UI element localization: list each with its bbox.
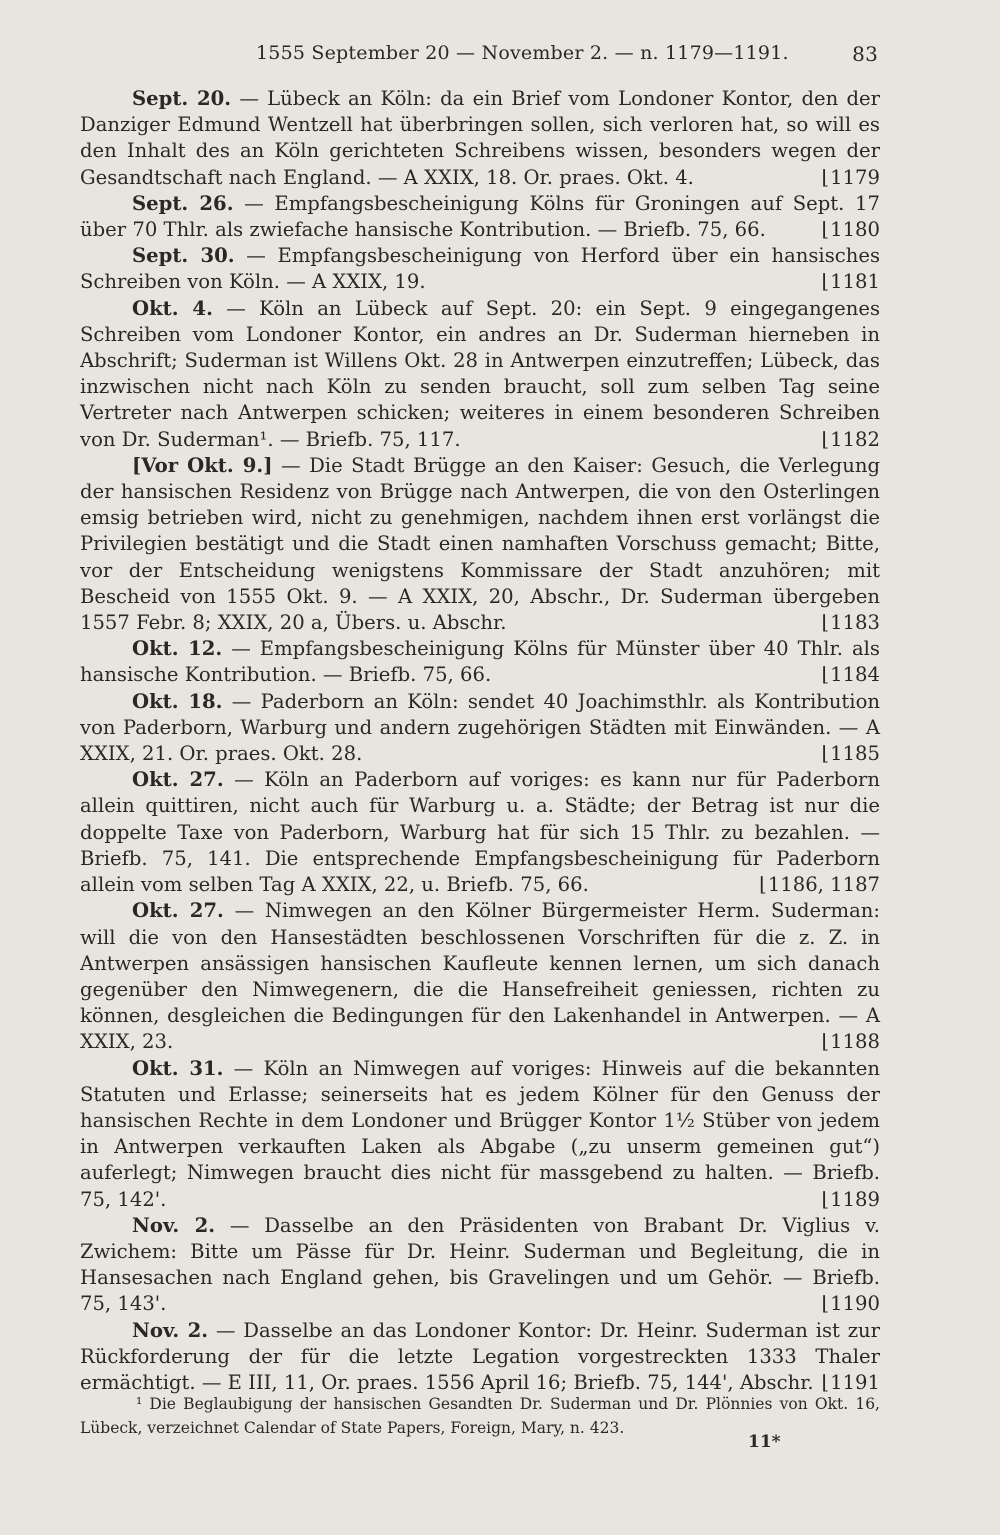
regest-entries — [80, 86, 880, 1396]
regest-entry — [80, 1213, 880, 1318]
entry-date: Sept. 30. — [132, 244, 235, 268]
regest-entry — [80, 191, 880, 243]
entry-number: ⌊ 1190 — [821, 1291, 880, 1317]
entry-text: — Lübeck an Köln: da ein Brief vom Londoner Kontor, den der Danziger Edmund Wentzell hat überbringen sollen, sich verloren hat, so will es den Inhalt des an Köln gerichteten Schreibens wissen, besonders wegen der Gesandtschaft nach England. — A XXIX, 18. Or. praes. Okt. 4. — [80, 87, 880, 189]
running-title: 1555 September 20 — November 2. — n. 1179—1191. — [256, 42, 789, 64]
entry-text: — Die Stadt Brügge an den Kaiser: Gesuch, die Verlegung der hansischen Residenz von Brügge nach Antwerpen, die von den Osterlingen emsig betrieben wird, nicht zu genehmigen, nachdem ihnen erst vorlängst die Privilegien bestätigt und die Stadt einen namhaften Vorschuss gemacht; Bitte, vor der Entscheidung wenigstens Kommissare der Stadt anzuhören; mit Bescheid von 1555 Okt. 9. — A XXIX, 20, Abschr., Dr. Suderman übergeben 1557 Febr. 8; XXIX, 20 a, Übers. u. Abschr. — [80, 453, 880, 635]
entry-date: Okt. 27. — [132, 899, 224, 923]
entry-date: Okt. 12. — [132, 637, 223, 661]
entry-date: [Vor Okt. 9.] — [132, 453, 273, 477]
entry-number: ⌊ 1189 — [821, 1187, 880, 1213]
regest-entry — [80, 689, 880, 768]
entry-number: ⌊ 1183 — [821, 610, 880, 636]
entry-date: Okt. 4. — [132, 296, 213, 320]
entry-date: Sept. 20. — [132, 87, 232, 110]
entry-text: — Köln an Nimwegen auf voriges: Hinweis auf die bekannten Statuten und Erlasse; seinerseits hat es jedem Kölner für den Genuss der hansischen Rechte in dem Londoner und Brügger Kontor 1½ Stüber von jedem in Antwerpen verkauften Laken als Abgabe („zu unserm gemeinen gut“) auferlegt; Nimwegen braucht dies nicht für massgebend zu halten. — Briefb. 75, 142'. — [80, 1056, 880, 1211]
entry-number: ⌊ 1181 — [821, 269, 880, 295]
footnote: ¹ Die Beglaubigung der hansischen Gesandten Dr. Suderman und Dr. Plönnies von Okt. 16, Lübeck, verzeichnet Calendar of State Papers, Foreign, Mary, n. 423. — [80, 1395, 880, 1437]
page-number: 83 — [852, 42, 878, 66]
entry-date: Sept. 26. — [132, 191, 234, 215]
regest-entry — [80, 1318, 880, 1397]
entry-date: Okt. 27. — [132, 768, 224, 792]
regest-entry — [80, 296, 880, 453]
entry-text: — Empfangsbescheinigung von Herford über ein hansisches Schreiben von Köln. — A XXIX, 19. — [80, 244, 880, 294]
entry-number: ⌊ 1179 — [821, 165, 880, 191]
regest-entry — [80, 636, 880, 688]
entry-text: — Nimwegen an den Kölner Bürgermeister Herm. Suderman: will die von den Hansestädten beschlossenen Vorschriften für die z. Z. in Antwerpen ansässigen hansischen Kaufleute kennen lernen, um sich danach gegenüber den Nimwegenern, die die Hansefreiheit geniessen, richten zu können, desgleichen die Bedingungen für den Lakenhandel in Antwerpen. — A XXIX, 23. — [80, 899, 880, 1054]
page-header — [80, 42, 880, 72]
entry-date: Okt. 31. — [132, 1056, 224, 1080]
entry-text: — Köln an Paderborn auf voriges: es kann nur für Paderborn allein quittiren, nicht auch für Warburg u. a. Städte; der Betrag ist nur die doppelte Taxe von Paderborn, Warburg hat für sich 15 Thlr. zu bezahlen. — Briefb. 75, 141. Die entsprechende Empfangsbescheinigung für Paderborn allein vom selben Tag A XXIX, 22, u. Briefb. 75, 66. — [80, 768, 880, 897]
entry-text: — Dasselbe an das Londoner Kontor: Dr. Heinr. Suderman ist zur Rückforderung der für die letzte Legation vorgestreckten 1333 Thaler ermächtigt. — E III, 11, Or. praes. 1556 April 16; Briefb. 75, 144', Abschr. — [80, 1318, 880, 1394]
entry-text: — Empfangsbescheinigung Kölns für Münster über 40 Thlr. als hansische Kontribution. — Briefb. 75, 66. — [80, 637, 880, 687]
entry-date: Nov. 2. — [132, 1318, 209, 1342]
regest-entry — [80, 243, 880, 295]
signature-mark: 11* — [748, 1432, 781, 1452]
regest-entry — [80, 767, 880, 898]
entry-number: ⌊ 1188 — [821, 1029, 880, 1055]
entry-text: — Paderborn an Köln: sendet 40 Joachimsthlr. als Kontribution von Paderborn, Warburg und andern zugehörigen Städten mit Einwänden. — A XXIX, 21. Or. praes. Okt. 28. — [80, 689, 880, 766]
entry-date: Okt. 18. — [132, 689, 223, 713]
entry-text: — Dasselbe an den Präsidenten von Brabant Dr. Viglius v. Zwichem: Bitte um Pässe für Dr. Heinr. Suderman und Begleitung, die in Hansesachen nach England gehen, bis Gravelingen und um Gehör. — Briefb. 75, 143'. — [80, 1213, 880, 1316]
entry-text: — Empfangsbescheinigung Kölns für Groningen auf Sept. 17 über 70 Thlr. als zwiefache hansische Kontribution. — Briefb. 75, 66. — [80, 191, 880, 242]
entry-number: ⌊ 1184 — [821, 662, 880, 688]
regest-entry — [80, 453, 880, 636]
entry-number: ⌊ 1186, 1187 — [759, 872, 880, 898]
entry-number: ⌊ 1191 — [821, 1370, 880, 1396]
regest-entry — [80, 86, 880, 191]
entry-number: ⌊ 1185 — [821, 741, 880, 767]
regest-entry — [80, 898, 880, 1055]
entry-number: ⌊ 1180 — [821, 217, 880, 243]
entry-date: Nov. 2. — [132, 1213, 216, 1237]
entry-text: — Köln an Lübeck auf Sept. 20: ein Sept. 9 eingegangenes Schreiben vom Londoner Kontor, ein andres an Dr. Suderman hierneben in Abschrift; Suderman ist Willens Okt. 28 in Antwerpen einzutreffen; Lübeck, das inzwischen nicht nach Köln zu senden braucht, soll zum selben Tag seine Vertreter nach Antwerpen schicken; weiteres in einem besonderen Schreiben von Dr. Suderman¹. — Briefb. 75, 117. — [80, 296, 880, 451]
regest-entry — [80, 1056, 880, 1213]
entry-number: ⌊ 1182 — [821, 427, 880, 453]
